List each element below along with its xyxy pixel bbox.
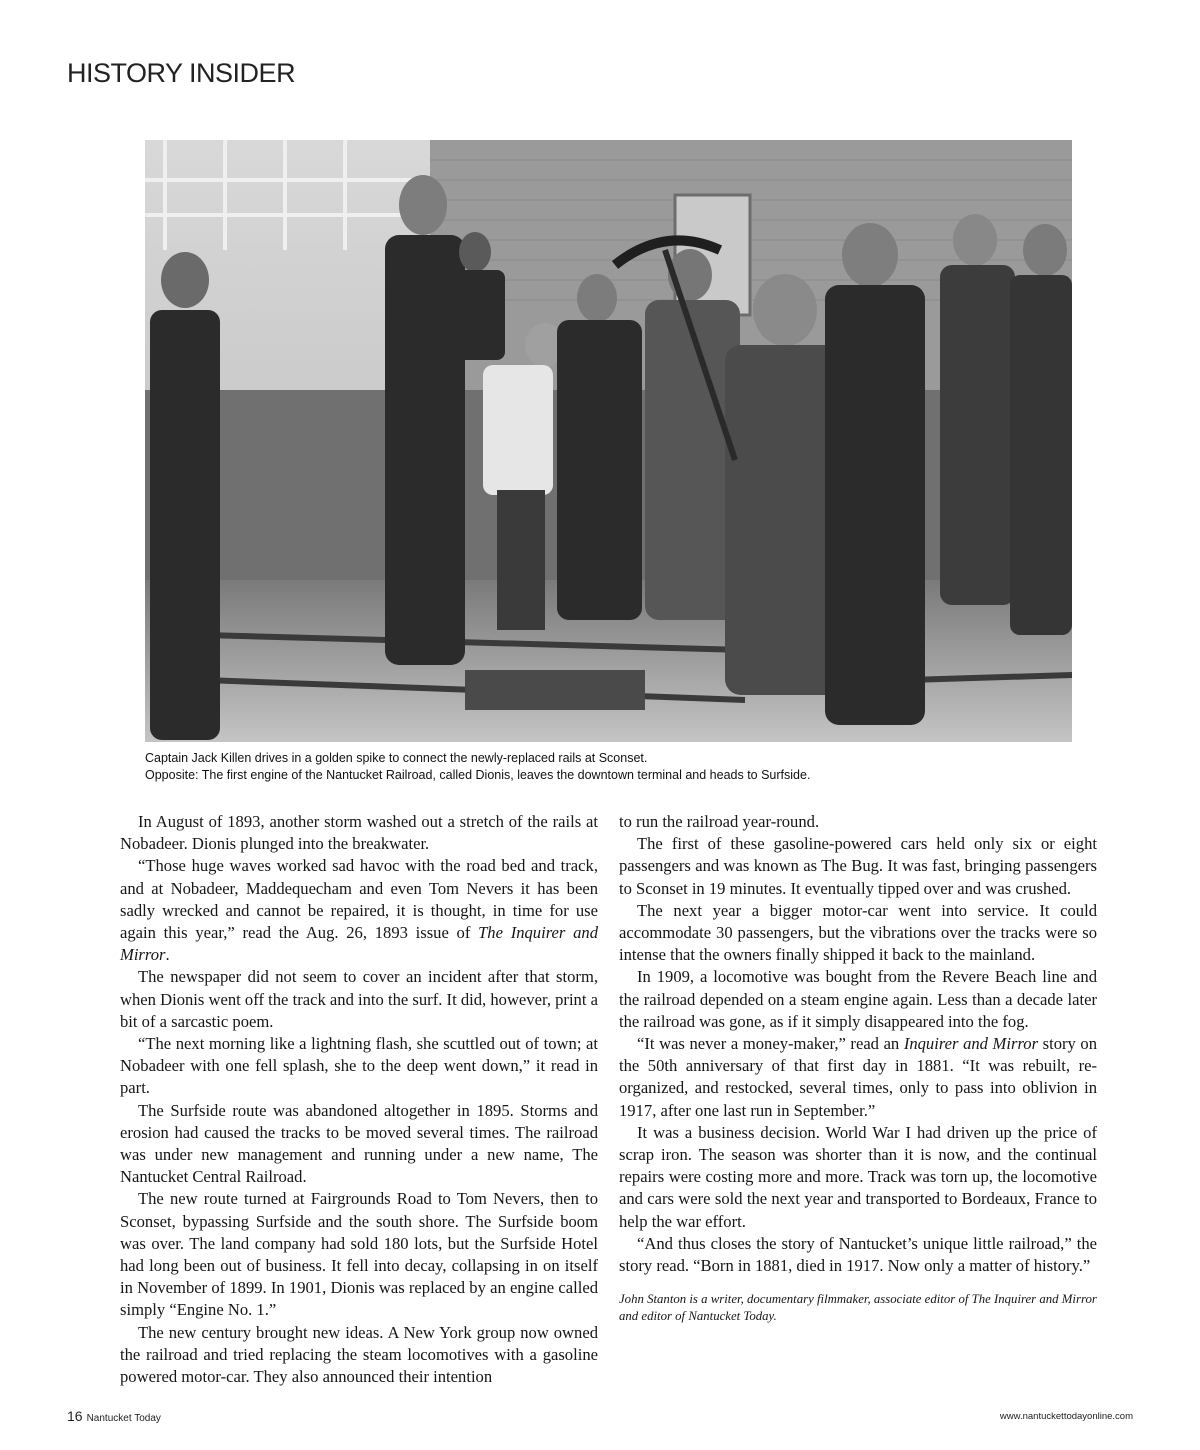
historic-photo-icon (145, 140, 1072, 742)
publication-title: Inquirer and Mirror (903, 1034, 1039, 1054)
photo-caption (145, 750, 1075, 784)
article-paragraph: In 1909, a locomotive was bought from the Revere Beach line and the railroad depended on a steam engine again. Less than a decade later the railroad was gone, as if it simply disappeared into the fog. (619, 967, 1097, 1031)
historic-photo (145, 140, 1072, 742)
publication-name: Nantucket Today (86, 1413, 161, 1424)
section-title: HISTORY INSIDER (67, 58, 296, 88)
publication-title: The Inquirer and Mirror (120, 923, 598, 965)
article-paragraph: “It was never a money-maker,” read an Inquirer and Mirror story on the 50th anniversary of that first day in 1881. “It was rebuilt, re-organized, and restocked, several times, only to pass into oblivion in 1917, after one last run in September.” (619, 1034, 1097, 1120)
article-paragraph: In August of 1893, another storm washed out a stretch of the rails at Nobadeer. Dionis plunged into the breakwater. (120, 812, 598, 854)
article-paragraph: It was a business decision. World War I had driven up the price of scrap iron. The season was shorter than it is now, and the continual repairs were costing more and more. Track was torn up, the locomotive and cars were sold the next year and transported to Bordeaux, France to help the war effort. (619, 1122, 1097, 1231)
article-paragraph: The next year a bigger motor-car went into service. It could accommodate 30 passengers, but the vibrations over the tracks were so intense that the owners finally shipped it back to the mainland. (619, 900, 1097, 965)
article-paragraph: The newspaper did not seem to cover an incident after that storm, when Dionis went off the track and into the surf. It did, however, print a bit of a sarcastic poem. (120, 967, 598, 1031)
article-paragraph: “The next morning like a lightning flash, she scuttled out of town; at Nobadeer with one fell splash, she to the deep went down,” it read in part. (120, 1034, 598, 1098)
footer-url[interactable]: www.nantuckettodayonline.com (999, 1411, 1133, 1422)
article-paragraph: to run the railroad year-round. (619, 812, 820, 831)
article-column-right (619, 811, 1097, 1325)
article-paragraph: “And thus closes the story of Nantucket’s unique little railroad,” the story read. “Born in 1881, died in 1917. Now only a matter of history.” (619, 1233, 1097, 1276)
article-paragraph: The Surfside route was abandoned altogether in 1895. Storms and erosion had caused the tracks to be moved several times. The railroad was under new management and running under a new name, The Nantucket Central Railroad. (120, 1100, 598, 1187)
article-column-left (120, 811, 598, 1388)
author-bio: John Stanton is a writer, documentary filmmaker, associate editor of The Inquirer and Mirror and editor of Nantucket Today. (619, 1292, 1097, 1324)
article-paragraph: “Those huge waves worked sad havoc with the road bed and track, and at Nobadeer, Maddequecham and even Tom Nevers it has been sadly wrecked and cannot be repaired, it is thought, in time for use again this year,” read the Aug. 26, 1893 issue of The Inquirer and Mirror. (120, 856, 598, 965)
caption-line-2: Opposite: The first engine of the Nantucket Railroad, called Dionis, leaves the downtown terminal and heads to Surfside. (145, 768, 811, 782)
page-number: 16 (67, 1408, 83, 1424)
caption-line-1: Captain Jack Killen drives in a golden spike to connect the newly-replaced rails at Sconset. (145, 751, 648, 765)
article-paragraph: The new century brought new ideas. A New York group now owned the railroad and tried replacing the steam locomotives with a gasoline powered motor-car. They also announced their intention (120, 1322, 598, 1387)
article-paragraph: The first of these gasoline-powered cars held only six or eight passengers and was known as The Bug. It was fast, bringing passengers to Sconset in 19 minutes. It eventually tipped over and was crushed. (619, 834, 1097, 898)
article-paragraph: The new route turned at Fairgrounds Road to Tom Nevers, then to Sconset, bypassing Surfside and the south shore. The Surfside boom was over. The land company had sold 180 lots, but the Surfside Hotel had long been out of business. It fell into decay, collapsing in on itself in November of 1899. In 1901, Dionis was replaced by an engine called simply “Engine No. 1.” (120, 1189, 598, 1320)
footer-page-info (67, 1408, 161, 1424)
